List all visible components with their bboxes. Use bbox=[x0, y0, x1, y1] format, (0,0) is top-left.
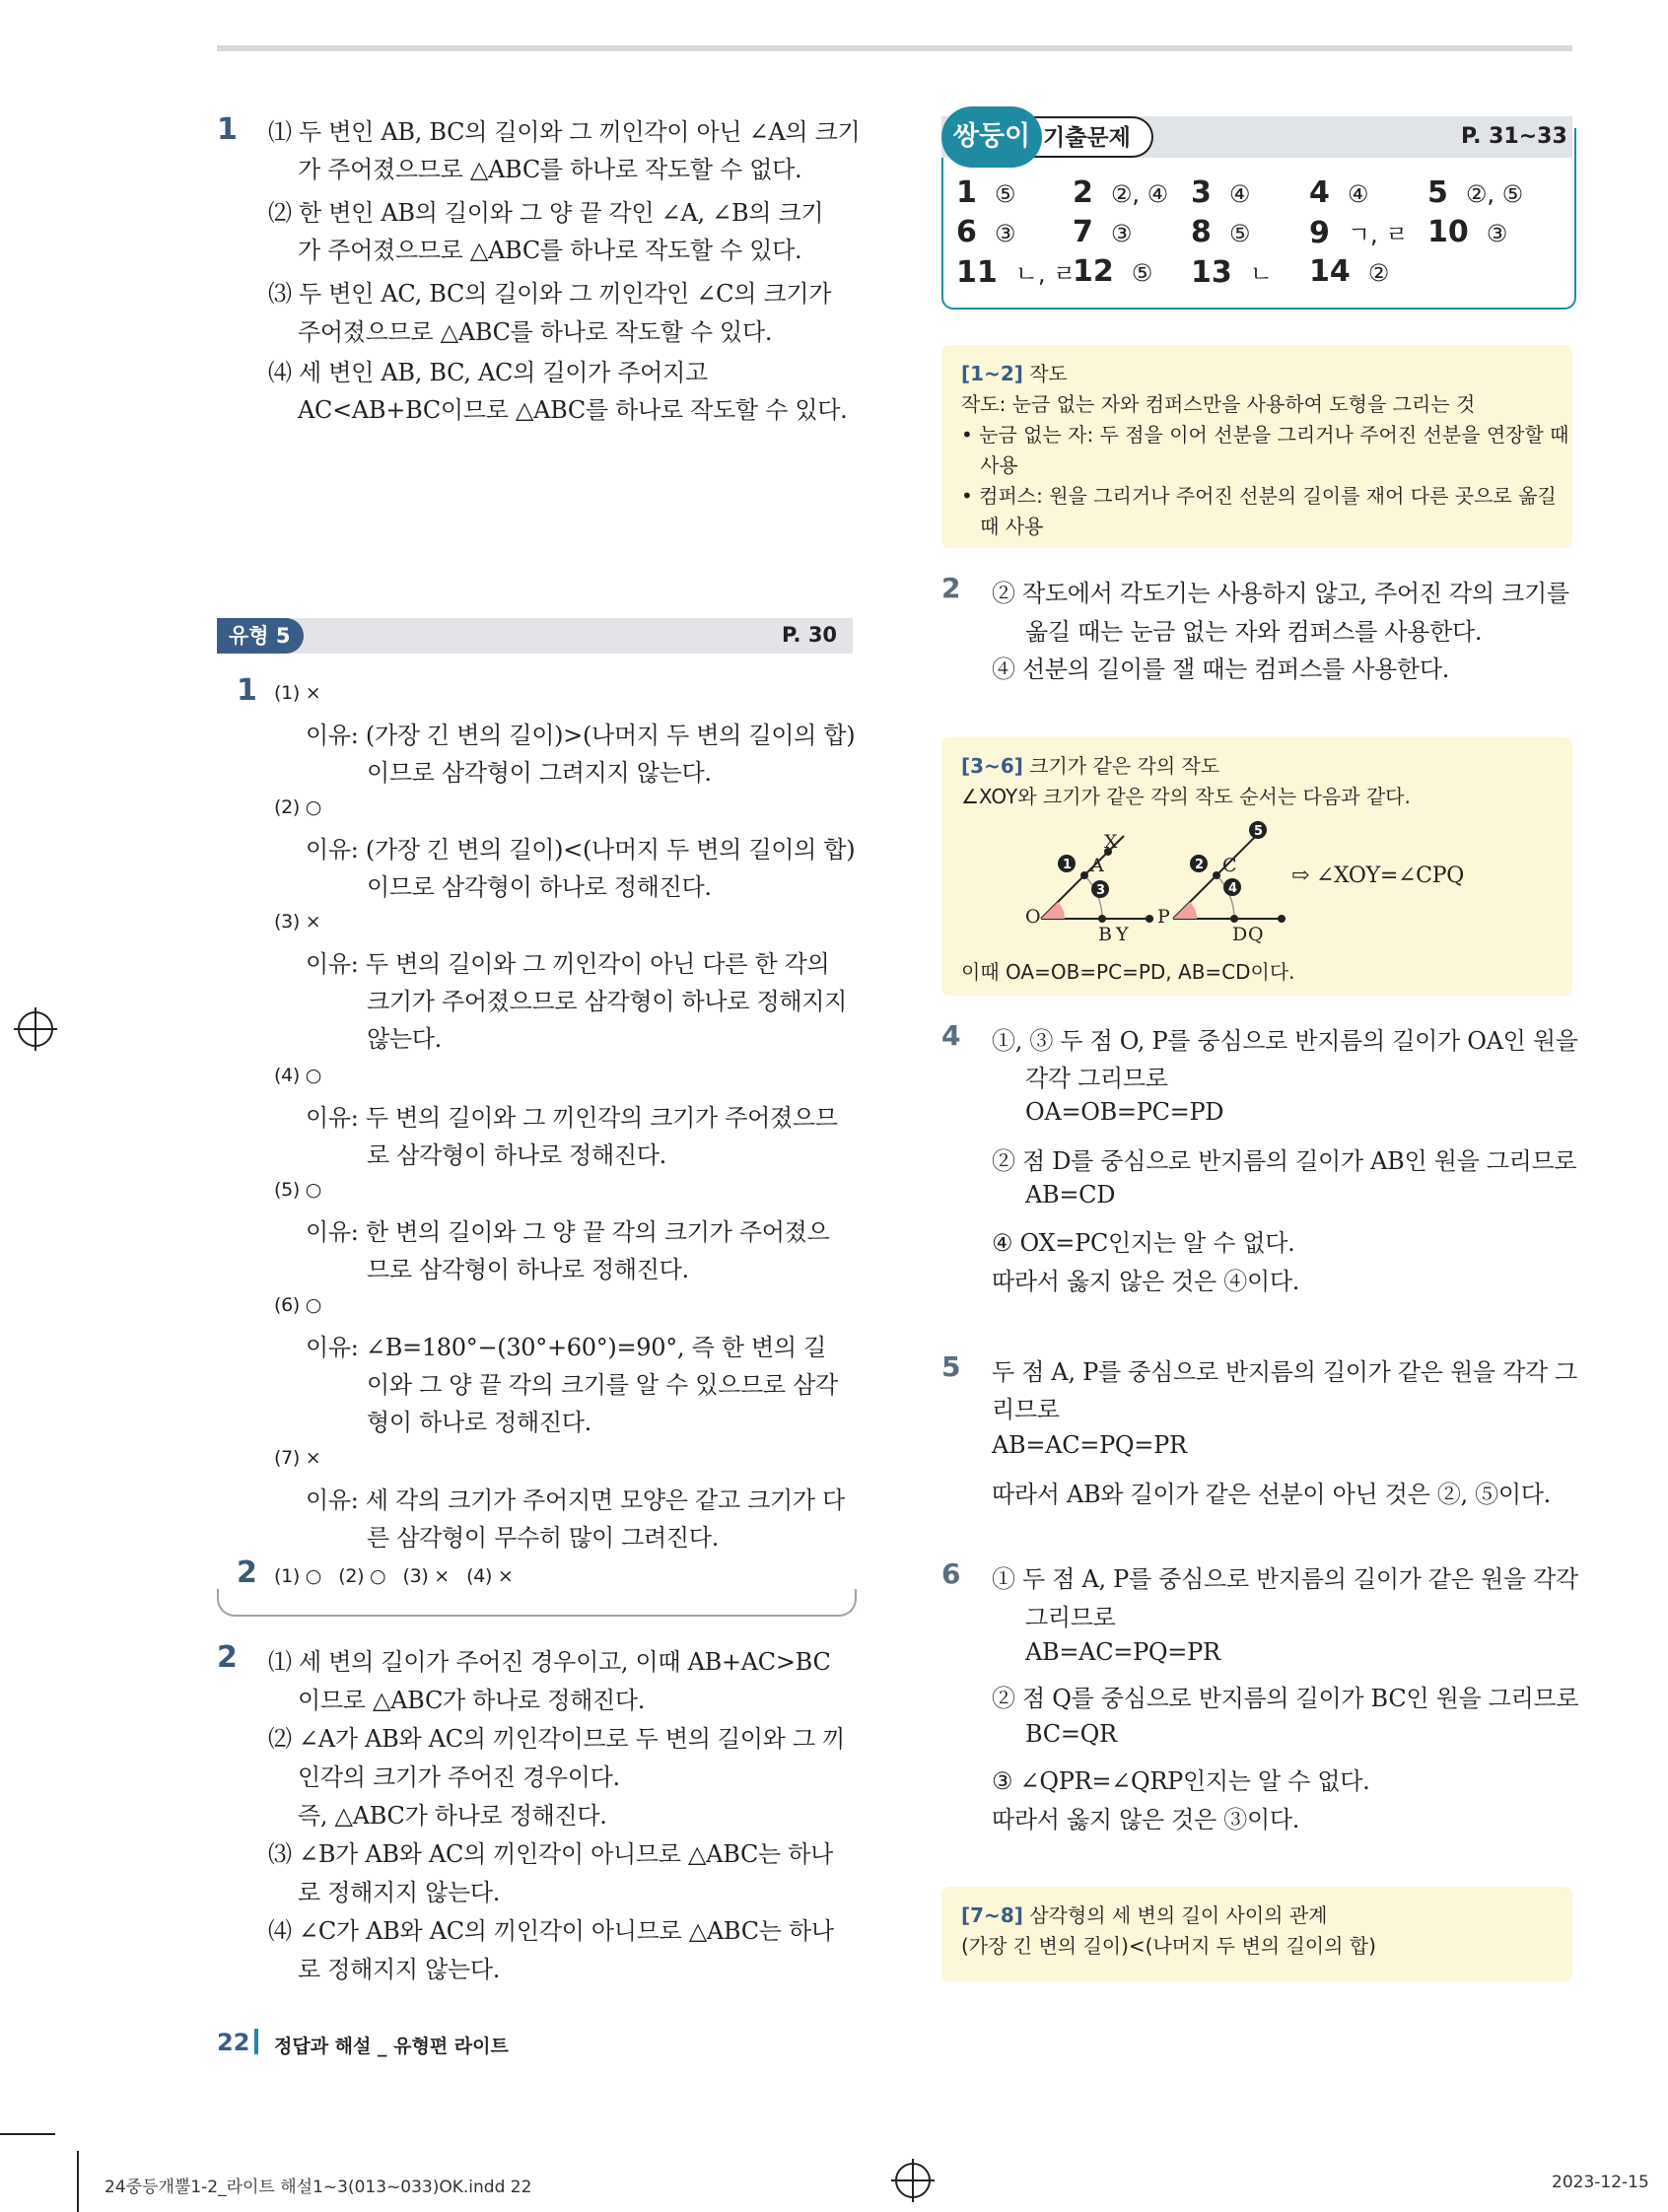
answer-line: 따라서 옳지 않은 것은 ④이다. bbox=[992, 1268, 1300, 1295]
answer-number: 5 bbox=[941, 1350, 961, 1383]
answer-item: 2 ②, ④ bbox=[1073, 175, 1169, 210]
q2-line: 인각의 크기가 주어진 경우이다. bbox=[298, 1763, 620, 1791]
item-reason: 이유: ∠B=180°−(30°+60°)=90°, 즉 한 변의 길 bbox=[306, 1334, 826, 1361]
q2-line: ⑶ ∠B가 AB와 AC의 끼인각이 아니므로 △ABC는 하나 bbox=[268, 1840, 834, 1868]
answer-line: ④ OX=PC인지는 알 수 없다. bbox=[992, 1229, 1295, 1257]
answer-line: AB=CD bbox=[1025, 1181, 1116, 1209]
note-box-triangle-inequality bbox=[941, 1887, 1572, 1981]
crop-mark bbox=[0, 2133, 55, 2135]
q1-line: 주어졌으므로 △ABC를 하나로 작도할 수 있다. bbox=[298, 318, 773, 346]
item-reason: 이유: (가장 긴 변의 길이)>(나머지 두 변의 길이의 합) bbox=[306, 722, 856, 749]
q1-line: ⑵ 한 변인 AB의 길이와 그 양 끝 각인 ∠A, ∠B의 크기 bbox=[268, 199, 824, 227]
point-a bbox=[1080, 871, 1088, 879]
label-y: Y bbox=[1116, 924, 1129, 945]
print-date: 2023-12-15 bbox=[1552, 2173, 1649, 2192]
footer-title: 정답과 해설 _ 유형편 라이트 bbox=[274, 2036, 509, 2057]
question-number: 1 bbox=[217, 112, 238, 147]
answer-line: ② 점 D를 중심으로 반지름의 길이가 AB인 원을 그리므로 bbox=[992, 1147, 1577, 1175]
answer-item: 13 ㄴ bbox=[1191, 255, 1273, 290]
label-x: X bbox=[1104, 831, 1118, 853]
q2-line: ⑴ 세 변의 길이가 주어진 경우이고, 이때 AB+AC>BC bbox=[268, 1648, 831, 1676]
answer-item: 1 ⑤ bbox=[956, 175, 1016, 210]
step-4-marker: 4 bbox=[1228, 881, 1238, 896]
answer-line: 각각 그리므로 bbox=[1025, 1065, 1168, 1092]
item-label: (3) × bbox=[274, 911, 321, 933]
q2-line: 로 정해지지 않는다. bbox=[298, 1879, 501, 1906]
type-bracket bbox=[217, 1589, 857, 1617]
note-line: 사용 bbox=[961, 453, 1018, 477]
q2-line: 즉, △ABC가 하나로 정해진다. bbox=[298, 1802, 607, 1830]
answer-number: 2 bbox=[941, 572, 961, 604]
note-line: 작도: 눈금 없는 자와 컴퍼스만을 사용하여 도형을 그리는 것 bbox=[961, 392, 1476, 416]
type-page-ref: P. 30 bbox=[782, 623, 838, 647]
q1-line: ⑴ 두 변인 AB, BC의 길이와 그 끼인각이 아닌 ∠A의 크기 bbox=[268, 118, 861, 146]
item-reason: 이와 그 양 끝 각의 크기를 알 수 있으므로 삼각 bbox=[367, 1371, 838, 1399]
point-q bbox=[1278, 915, 1286, 923]
step-2-marker: 2 bbox=[1195, 858, 1205, 872]
q1-line: 가 주어졌으므로 △ABC를 하나로 작도할 수 있다. bbox=[298, 237, 802, 264]
item-reason: 므로 삼각형이 하나로 정해진다. bbox=[367, 1256, 689, 1283]
top-rule bbox=[217, 45, 1572, 51]
equal-angle-result: ⇨ ∠XOY=∠CPQ bbox=[1291, 864, 1464, 888]
registration-mark-icon bbox=[18, 1011, 53, 1047]
item-label: (2) ○ bbox=[274, 796, 322, 818]
question-number: 2 bbox=[217, 1640, 238, 1675]
note-title: 작도 bbox=[1029, 362, 1068, 385]
answer-line: 따라서 AB와 길이가 같은 선분이 아닌 것은 ②, ⑤이다. bbox=[992, 1481, 1551, 1508]
item-reason: 형이 하나로 정해진다. bbox=[367, 1409, 591, 1436]
answer-line: OA=OB=PC=PD bbox=[1025, 1098, 1224, 1126]
answer-item: 14 ② bbox=[1309, 254, 1390, 289]
label-q: Q bbox=[1248, 924, 1264, 945]
answer-item: 8 ⑤ bbox=[1191, 215, 1251, 249]
answer-line: ② 작도에서 각도기는 사용하지 않고, 주어진 각의 크기를 bbox=[992, 580, 1569, 607]
answer-item: 11 ㄴ, ㄹ bbox=[956, 255, 1077, 290]
label-c: C bbox=[1222, 855, 1237, 876]
point-b bbox=[1098, 915, 1106, 923]
angle-p-mark bbox=[1173, 902, 1197, 919]
item-reason: 이유: 두 변의 길이와 그 끼인각의 크기가 주어졌으므 bbox=[306, 1104, 838, 1132]
q2-line: 이므로 △ABC가 하나로 정해진다. bbox=[298, 1687, 646, 1714]
question-number: 2 bbox=[237, 1555, 257, 1590]
item-reason: 이므로 삼각형이 그려지지 않는다. bbox=[367, 759, 712, 787]
note-head: [3~6] bbox=[961, 754, 1023, 778]
note-line: 이때 OA=OB=PC=PD, AB=CD이다. bbox=[961, 960, 1295, 984]
footer-divider bbox=[254, 2029, 258, 2054]
answer-item: 12 ⑤ bbox=[1073, 254, 1153, 289]
q1-line: AC<AB+BC이므로 △ABC를 하나로 작도할 수 있다. bbox=[298, 396, 848, 424]
item-label: (4) ○ bbox=[274, 1065, 322, 1086]
item-reason: 이유: 두 변의 길이와 그 끼인각이 아닌 다른 한 각의 bbox=[306, 950, 830, 978]
item-reason: 않는다. bbox=[367, 1025, 442, 1053]
item-label: (7) × bbox=[274, 1447, 321, 1469]
answer-item: 10 ③ bbox=[1427, 215, 1508, 249]
point-d bbox=[1230, 915, 1238, 923]
point-c bbox=[1213, 871, 1220, 879]
answer-line: 두 점 A, P를 중심으로 반지름의 길이가 같은 원을 각각 그 bbox=[992, 1358, 1578, 1386]
item-reason: 이유: 세 각의 크기가 주어지면 모양은 같고 크기가 다 bbox=[306, 1486, 845, 1514]
answer-line: ② 점 Q를 중심으로 반지름의 길이가 BC인 원을 그리므로 bbox=[992, 1685, 1579, 1712]
type-header-bar bbox=[217, 618, 853, 654]
q1-line: ⑶ 두 변인 AC, BC의 길이와 그 끼인각인 ∠C의 크기가 bbox=[268, 280, 832, 308]
item-label: (5) ○ bbox=[274, 1179, 322, 1201]
type-badge: 유형 5 bbox=[217, 618, 304, 654]
q2-line: 로 정해지지 않는다. bbox=[298, 1956, 501, 1983]
note-line: • 컴퍼스: 원을 그리거나 주어진 선분의 길이를 재어 다른 곳으로 옮길 bbox=[961, 484, 1557, 508]
twin-page-ref: P. 31~33 bbox=[1461, 124, 1567, 149]
item-reason: 른 삼각형이 무수히 많이 그려진다. bbox=[367, 1524, 720, 1552]
item-label: (1) × bbox=[274, 682, 321, 704]
answer-item: 3 ④ bbox=[1191, 175, 1251, 210]
answer-line: ① 두 점 A, P를 중심으로 반지름의 길이가 같은 원을 각각 bbox=[992, 1565, 1578, 1593]
note-title: 크기가 같은 각의 작도 bbox=[1029, 754, 1220, 778]
note-title: 삼각형의 세 변의 길이 사이의 관계 bbox=[1029, 1903, 1328, 1927]
answer-number: 6 bbox=[941, 1557, 961, 1590]
twin-tag: 기출문제 bbox=[1025, 116, 1153, 158]
answer-item: 4 ④ bbox=[1309, 175, 1369, 210]
question-number: 1 bbox=[237, 673, 257, 708]
answer-line: 따라서 옳지 않은 것은 ③이다. bbox=[992, 1806, 1300, 1833]
note-line: • 눈금 없는 자: 두 점을 이어 선분을 그리거나 주어진 선분을 연장할 때 bbox=[961, 423, 1569, 447]
point-y bbox=[1146, 915, 1153, 923]
step-1-marker: 1 bbox=[1063, 858, 1073, 872]
note-head: [1~2] bbox=[961, 362, 1023, 385]
item-reason: 크기가 주어졌으므로 삼각형이 하나로 정해지지 bbox=[367, 988, 847, 1015]
label-d: D bbox=[1232, 924, 1248, 945]
item-reason: 이유: 한 변의 길이와 그 양 끝 각의 크기가 주어졌으 bbox=[306, 1218, 830, 1246]
answer-item: 6 ③ bbox=[956, 215, 1016, 249]
note-line: ∠XOY와 크기가 같은 각의 작도 순서는 다음과 같다. bbox=[961, 785, 1411, 808]
item-label: (6) ○ bbox=[274, 1294, 322, 1316]
print-file-name: 24중등개뿔1-2_라이트 해설1~3(013~033)OK.indd 22 bbox=[104, 2177, 532, 2197]
item-reason: 로 삼각형이 하나로 정해진다. bbox=[367, 1141, 666, 1169]
answer-line: ④ 선분의 길이를 잴 때는 컴퍼스를 사용한다. bbox=[992, 656, 1450, 683]
answer-item: 9 ㄱ, ㄹ bbox=[1309, 216, 1409, 250]
angle-o-mark bbox=[1041, 902, 1065, 919]
crop-mark bbox=[77, 2151, 79, 2212]
q1-line: 가 주어졌으므로 △ABC를 하나로 작도할 수 없다. bbox=[298, 156, 802, 183]
answer-line: 그리므로 bbox=[1025, 1604, 1116, 1631]
item-reason: 이므로 삼각형이 하나로 정해진다. bbox=[367, 873, 712, 901]
answer-number: 4 bbox=[941, 1019, 961, 1052]
answer-line: 옮길 때는 눈금 없는 자와 컴퍼스를 사용한다. bbox=[1025, 618, 1483, 646]
q2-line: ⑷ ∠C가 AB와 AC의 끼인각이 아니므로 △ABC는 하나 bbox=[268, 1917, 834, 1945]
q2-answer-row: (1) ○ (2) ○ (3) × (4) × bbox=[274, 1565, 514, 1587]
answer-line: AB=AC=PQ=PR bbox=[992, 1431, 1187, 1459]
q1-line: ⑷ 세 변인 AB, BC, AC의 길이가 주어지고 bbox=[268, 359, 708, 386]
answer-item: 5 ②, ⑤ bbox=[1427, 175, 1524, 210]
page-number: 22 bbox=[217, 2029, 250, 2056]
item-reason: 이유: (가장 긴 변의 길이)<(나머지 두 변의 길이의 합) bbox=[306, 836, 856, 864]
twin-logo: 쌍둥이 bbox=[941, 106, 1042, 168]
answer-line: BC=QR bbox=[1025, 1720, 1117, 1748]
label-b: B bbox=[1098, 924, 1112, 945]
step-3-marker: 3 bbox=[1096, 883, 1106, 898]
note-line: 때 사용 bbox=[961, 515, 1044, 538]
registration-mark-icon bbox=[895, 2163, 931, 2198]
note-box-construction bbox=[941, 345, 1572, 548]
label-a: A bbox=[1090, 855, 1104, 876]
step-5-marker: 5 bbox=[1254, 824, 1264, 839]
q2-line: ⑵ ∠A가 AB와 AC의 끼인각이므로 두 변의 길이와 그 끼 bbox=[268, 1725, 845, 1753]
note-head: [7~8] bbox=[961, 1903, 1023, 1927]
answer-line: 리므로 bbox=[992, 1396, 1060, 1423]
answer-line: ①, ③ 두 점 O, P를 중심으로 반지름의 길이가 OA인 원을 bbox=[992, 1027, 1578, 1055]
answer-line: ③ ∠QPR=∠QRP인지는 알 수 없다. bbox=[992, 1767, 1370, 1795]
note-line: (가장 긴 변의 길이)<(나머지 두 변의 길이의 합) bbox=[961, 1934, 1376, 1958]
label-p: P bbox=[1157, 906, 1170, 928]
answer-item: 7 ③ bbox=[1073, 215, 1133, 249]
answer-line: AB=AC=PQ=PR bbox=[1025, 1638, 1220, 1666]
label-o: O bbox=[1025, 906, 1041, 928]
